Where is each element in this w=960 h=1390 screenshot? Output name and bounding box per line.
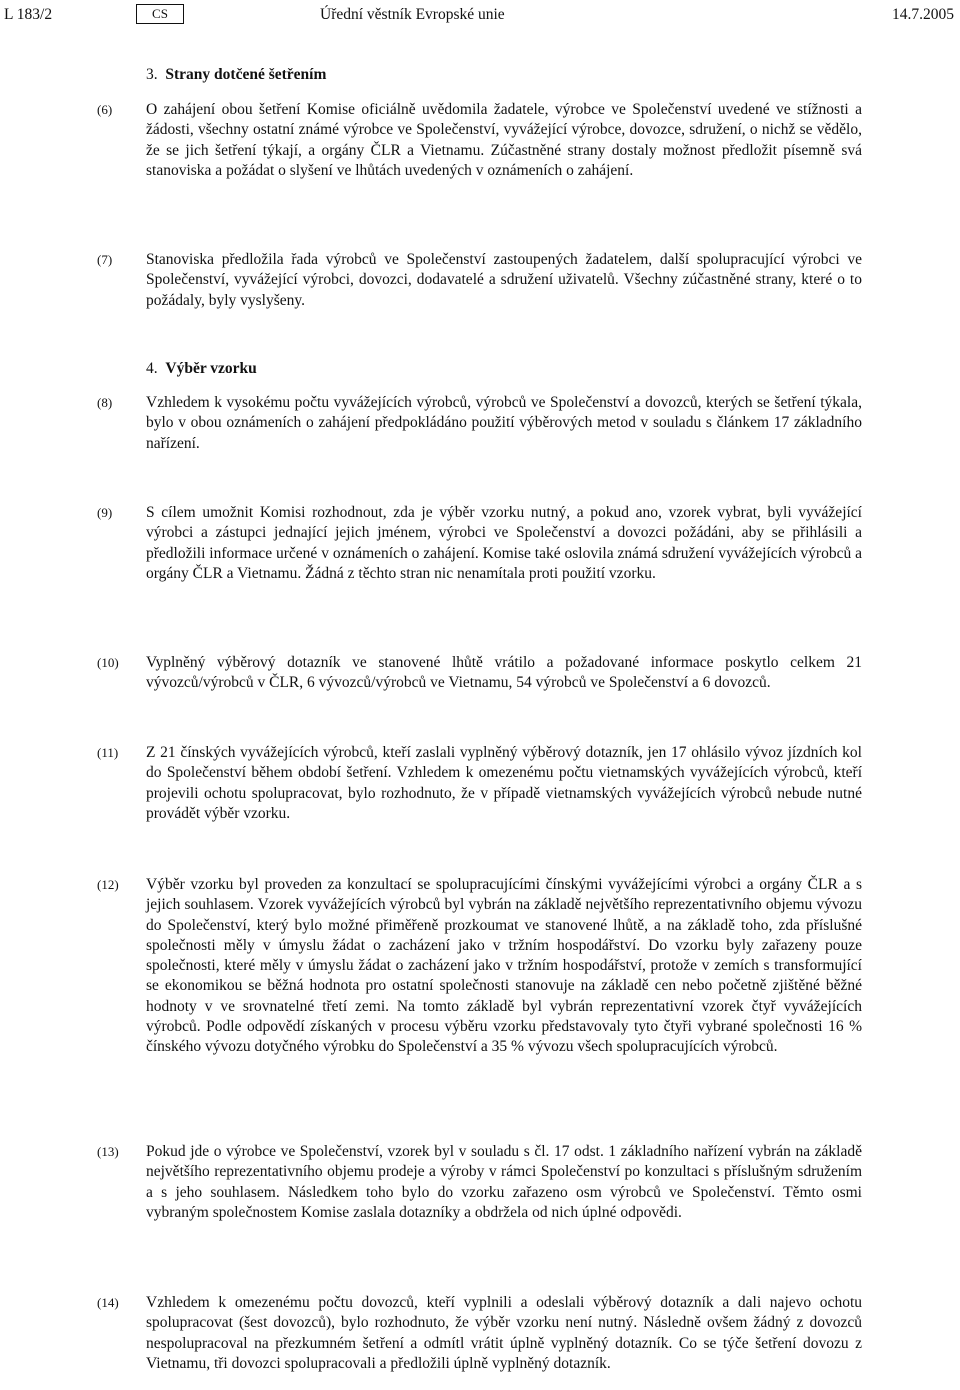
section-heading-3	[146, 66, 326, 84]
paragraph-number: (9)	[97, 505, 113, 520]
paragraph-text: Vyplněný výběrový dotazník ve stanovené lhůtě vrátilo a požadované informace poskytlo celkem 21 vývozců/výrobců v ČLR, 6 vývozců/výrobců ve Vietnamu, 54 výrobců ve Společenství a 6 dovozců.	[146, 654, 862, 692]
paragraph-text: Stanoviska předložila řada výrobců ve Společenství zastoupených žadatelem, další spolupracující výrobci ve Společenství, vyvážející výrobci, dovozci, dodavatelé a sdružení uživatelů. Všechny zúčastněné strany, které o to požádaly, byly vyslyšeny.	[146, 251, 862, 309]
paragraph-text: Vzhledem k vysokému počtu vyvážejících výrobců, výrobců ve Společenství a dovozců, kterých se šetření týkala, bylo v obou oznámeních o zahájení předpokládáno použití výběrových metod v souladu s článkem 17 základního nařízení.	[146, 394, 862, 452]
paragraph-text: O zahájení obou šetření Komise oficiálně uvědomila žadatele, výrobce ve Společenství uvedené ve stížnosti a žádosti, všechny ostatní známé výrobce ve Společenství, vyvážející výrobce, dovozce, sdružení, o nichž se vědělo, že se jich šetření týkají, a orgány ČLR a Vietnamu. Zúčastněné strany dostaly možnost předložit písemně svá stanoviska a požádat o slyšení ve lhůtách uvedených v oznámeních o zahájení.	[146, 101, 862, 179]
language-badge: CS	[136, 4, 184, 24]
journal-title: Úřední věstník Evropské unie	[320, 6, 505, 23]
paragraph-number: (13)	[97, 1144, 119, 1159]
section-title: Výběr vzorku	[165, 360, 257, 377]
paragraph-number: (6)	[97, 102, 113, 117]
page-reference: L 183/2	[4, 6, 53, 23]
paragraph-number: (12)	[97, 877, 119, 892]
page-header	[0, 4, 960, 26]
paragraph-text: Vzhledem k omezenému počtu dovozců, kteří vyplnili a odeslali výběrový dotazník a dali najevo ochotu spolupracovat (šest dovozců), bylo rozhodnuto, že výběr vzorku není nutný. Následně ovšem žádný z dovozců nespolupracoval na přezkumném šetření a odmítl vrátit úplně vyplněný dotazník. Co se týče šetření dovozu z Vietnamu, tři dovozci spolupracovali a předložili úplně vyplněný dotazník.	[146, 1294, 862, 1372]
paragraph-number: (7)	[97, 252, 113, 267]
section-heading-4	[146, 360, 257, 378]
paragraph-number: (8)	[97, 395, 113, 410]
section-title: Strany dotčené šetřením	[165, 66, 327, 83]
paragraph-number: (14)	[97, 1295, 119, 1310]
paragraph-text: Z 21 čínských vyvážejících výrobců, kteří zaslali vyplněný výběrový dotazník, jen 17 ohlásilo vývoz jízdních kol do Společenství během období šetření. Vzhledem k omezenému počtu vietnamských vyvážejících výrobců, kteří projevili ochotu spolupracovat, bylo rozhodnuto, že v případě vietnamských vyvážejících výrobců nebude nutné provádět výběr vzorku.	[146, 744, 862, 822]
paragraph-text: Výběr vzorku byl proveden za konzultací se spolupracujícími čínskými vyvážejícími výrobci a orgány ČLR a s jejich souhlasem. Vzorek vyvážejících výrobců byl vybrán na základě největšího reprezentativního objemu vývozu do Společenství, který bylo možné přiměřeně prozkoumat ve stanovené lhůtě, a na základě toho, zda příslušné společnosti měly v úmyslu žádat o zacházení jako v tržním hospodářství. Do vzorku byly zařazeny pouze společnosti, které měly v úmyslu žádat o zacházení jako v tržním hospodářství, protože v zemích s transformující se ekonomikou se běžná hodnota pro ostatní společnosti stanovuje na základě cen nebo početně zjištěné běžné hodnoty v ve srovnatelné třetí zemi. Na tomto základě byl vybrán reprezentativní vzorek čtyř vyvážejících výrobců. Podle odpovědí získaných v procesu výběru vzorku představovaly tyto čtyři vybrané společnosti 16 % čínského vývozu dotyčného výrobku do Společenství a 35 % vývozu všech spolupracujících výrobců.	[146, 876, 862, 1056]
section-number: 4.	[146, 360, 158, 377]
paragraph-text: S cílem umožnit Komisi rozhodnout, zda je výběr vzorku nutný, a pokud ano, vzorek vybrat, byli vyvážející výrobci a zástupci jednající jejich jménem, výrobci ve Společenství a dovozci požádáni, aby se přihlásili a předložili informace určené v oznámeních o zahájení. Komise také oslovila známá sdružení vyvážejících výrobců a orgány ČLR a Vietnamu. Žádná z těchto stran nic nenamítala proti použití vzorku.	[146, 504, 862, 582]
section-number: 3.	[146, 66, 158, 83]
paragraph-text: Pokud jde o výrobce ve Společenství, vzorek byl v souladu s čl. 17 odst. 1 základního nařízení vybrán na základě největšího reprezentativního objemu prodeje a výroby v rámci Společenství po konzultaci s příslušným sdružením a s jeho souhlasem. Následkem toho bylo do vzorku zařazeno osm výrobců ve Společenství. Těmto osmi vybraným společnostem Komise zaslala dotazníky a obdržela od nich úplné odpovědi.	[146, 1143, 862, 1221]
paragraph-number: (11)	[97, 745, 119, 760]
publication-date: 14.7.2005	[892, 6, 954, 23]
paragraph-number: (10)	[97, 655, 119, 670]
